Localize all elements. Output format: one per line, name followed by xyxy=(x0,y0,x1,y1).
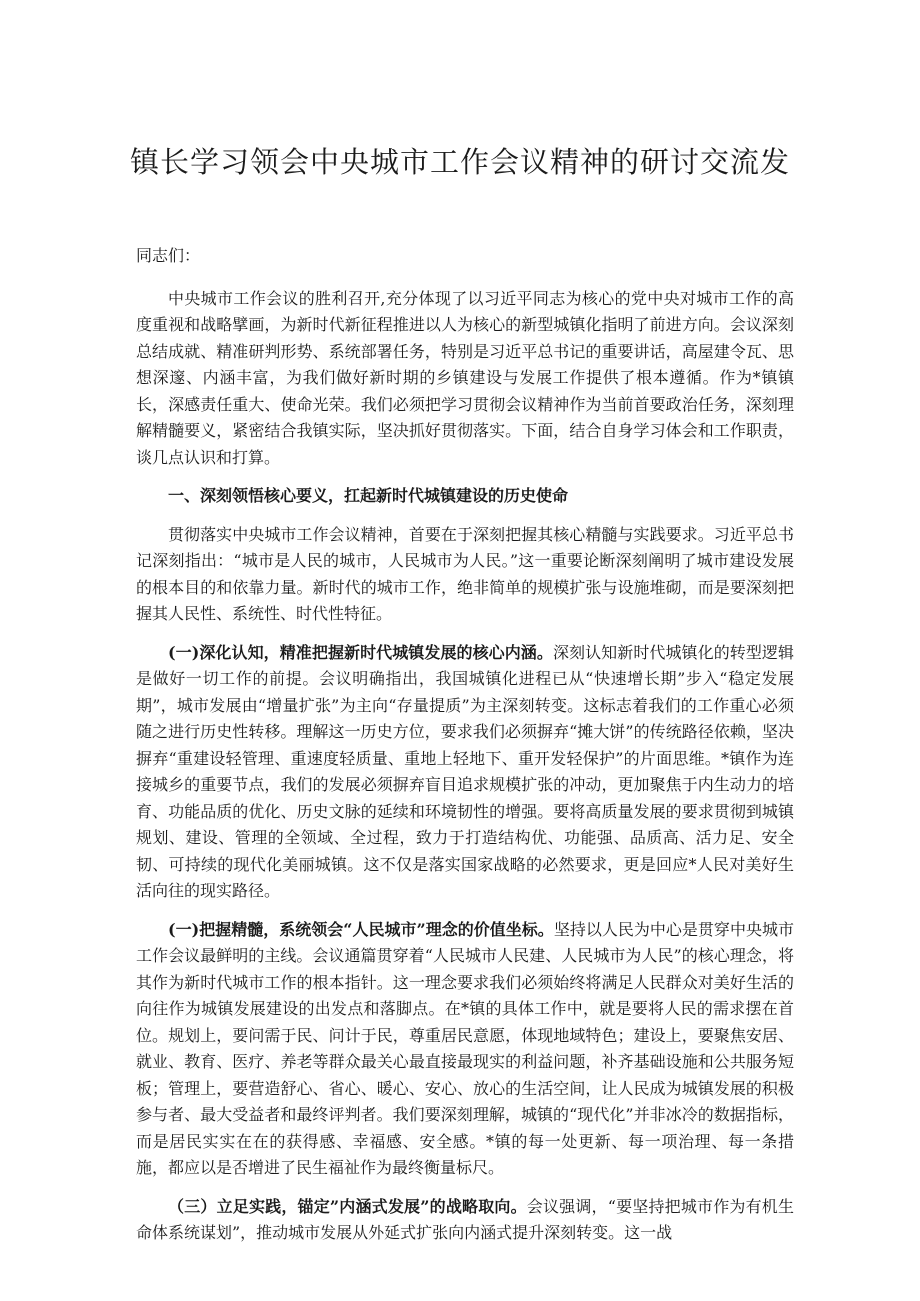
subsection-3-paragraph xyxy=(136,1194,794,1247)
subsection-3-heading: （三）立足实践，锚定”内涵式发展”的战略取向。 xyxy=(168,1196,527,1216)
intro-paragraph: 中央城市工作会议的胜利召开,充分体现了以习近平同志为核心的党中央对城市工作的高度重视和战略擘画，为新时代新征程推进以人为核心的新型城镇化指明了前进方向。会议深刻总结成就、精准研判形势、系统部署任务，特别是习近平总书记的重要讲话，高屋建令瓦、思想深邃、内涵丰富，为我们做好新时期的乡镇建设与发展工作提供了根本遵循。作为*镇镇长，深感责任重大、使命光荣。我们必须把学习贯彻会议精神作为当前首要政治任务，深刻理解精髓要义，紧密结合我镇实际，坚决抓好贯彻落实。下面，结合自身学习体会和工作职责，谈几点认识和打算。 xyxy=(136,288,794,467)
section-1-heading: 一、深刻领悟核心要义，扛起新时代城镇建设的历史使命 xyxy=(168,486,569,505)
subsection-1-heading: (一)深化认知，精准把握新时代城镇发展的核心内涵。 xyxy=(168,642,553,662)
subsection-1-paragraph xyxy=(136,640,794,905)
subsection-3-body: 会议强调，“要坚持把城市作为有机生命体系统谋划”，推动城市发展从外延式扩张向内涵式提升深刻转变。这一战 xyxy=(136,1196,794,1242)
document-title: 镇长学习领会中央城市工作会议精神的研讨交流发 xyxy=(129,145,790,179)
section-1-intro-paragraph: 贯彻落实中央城市工作会议精神，首要在于深刻把握其核心精髓与实践要求。习近平总书记深刻指出：“城市是人民的城市，人民城市为人民。”这一重要论断深刻阐明了城市建设发展的根本目的和依靠力量。新时代的城市工作，绝非简单的规模扩张与设施堆砌，而是要深刻把握其人民性、系统性、时代性特征。 xyxy=(136,524,794,623)
subsection-2-paragraph xyxy=(136,917,794,1182)
subsection-1-body: 深刻认知新时代城镇化的转型逻辑是做好一切工作的前提。会议明确指出，我国城镇化进程已从“快速增长期”步入“稳定发展期”，城市发展由“增量扩张”为主向“存量提质”为主深刻转变。这标志着我们的工作重心必须随之进行历史性转移。理解这一历史方位，要求我们必须摒弃“摊大饼”的传统路径依赖，坚决摒弃“重建设轻管理、重速度轻质量、重地上轻地下、重开发轻保护”的片面思维。*镇作为连接城乡的重要节点，我们的发展必须摒弃盲目追求规模扩张的冲动，更加聚焦于内生动力的培育、功能品质的优化、历史文脉的延续和环境韧性的增强。要将高质量发展的要求贯彻到城镇规划、建设、管理的全领域、全过程，致力于打造结构优、功能强、品质高、活力足、安全韧、可持续的现代化美丽城镇。这不仅是落实国家战略的必然要求，更是回应*人民对美好生活向往的现实路径。 xyxy=(136,642,794,900)
document-body xyxy=(136,243,794,1259)
salutation: 同志们： xyxy=(136,246,201,265)
subsection-2-heading: (一)把握精髓，系统领会“人民城市”理念的价值坐标。 xyxy=(168,919,554,939)
subsection-2-body: 坚持以人民为中心是贯穿中央城市工作会议最鲜明的主线。会议通篇贯穿着“人民城市人民建、人民城市为人民”的核心理念，将其作为新时代城市工作的根本指针。这一理念要求我们必须始终将满足人民群众对美好生活的向往作为城镇发展建设的出发点和落脚点。在*镇的具体工作中，就是要将人民的需求摆在首位。规划上，要问需于民、问计于民，尊重居民意愿，体现地域特色；建设上，要聚焦安居、就业、教育、医疗、养老等群众最关心最直接最现实的利益问题，补齐基础设施和公共服务短板；管理上，要营造舒心、省心、暖心、安心、放心的生活空间，让人民成为城镇发展的积极参与者、最大受益者和最终评判者。我们要深刻理解，城镇的“现代化”并非冰冷的数据指标，而是居民实实在在的获得感、幸福感、安全感。*镇的每一处更新、每一项治理、每一条措施，都应以是否增进了民生福祉作为最终衡量标尺。 xyxy=(136,919,794,1177)
